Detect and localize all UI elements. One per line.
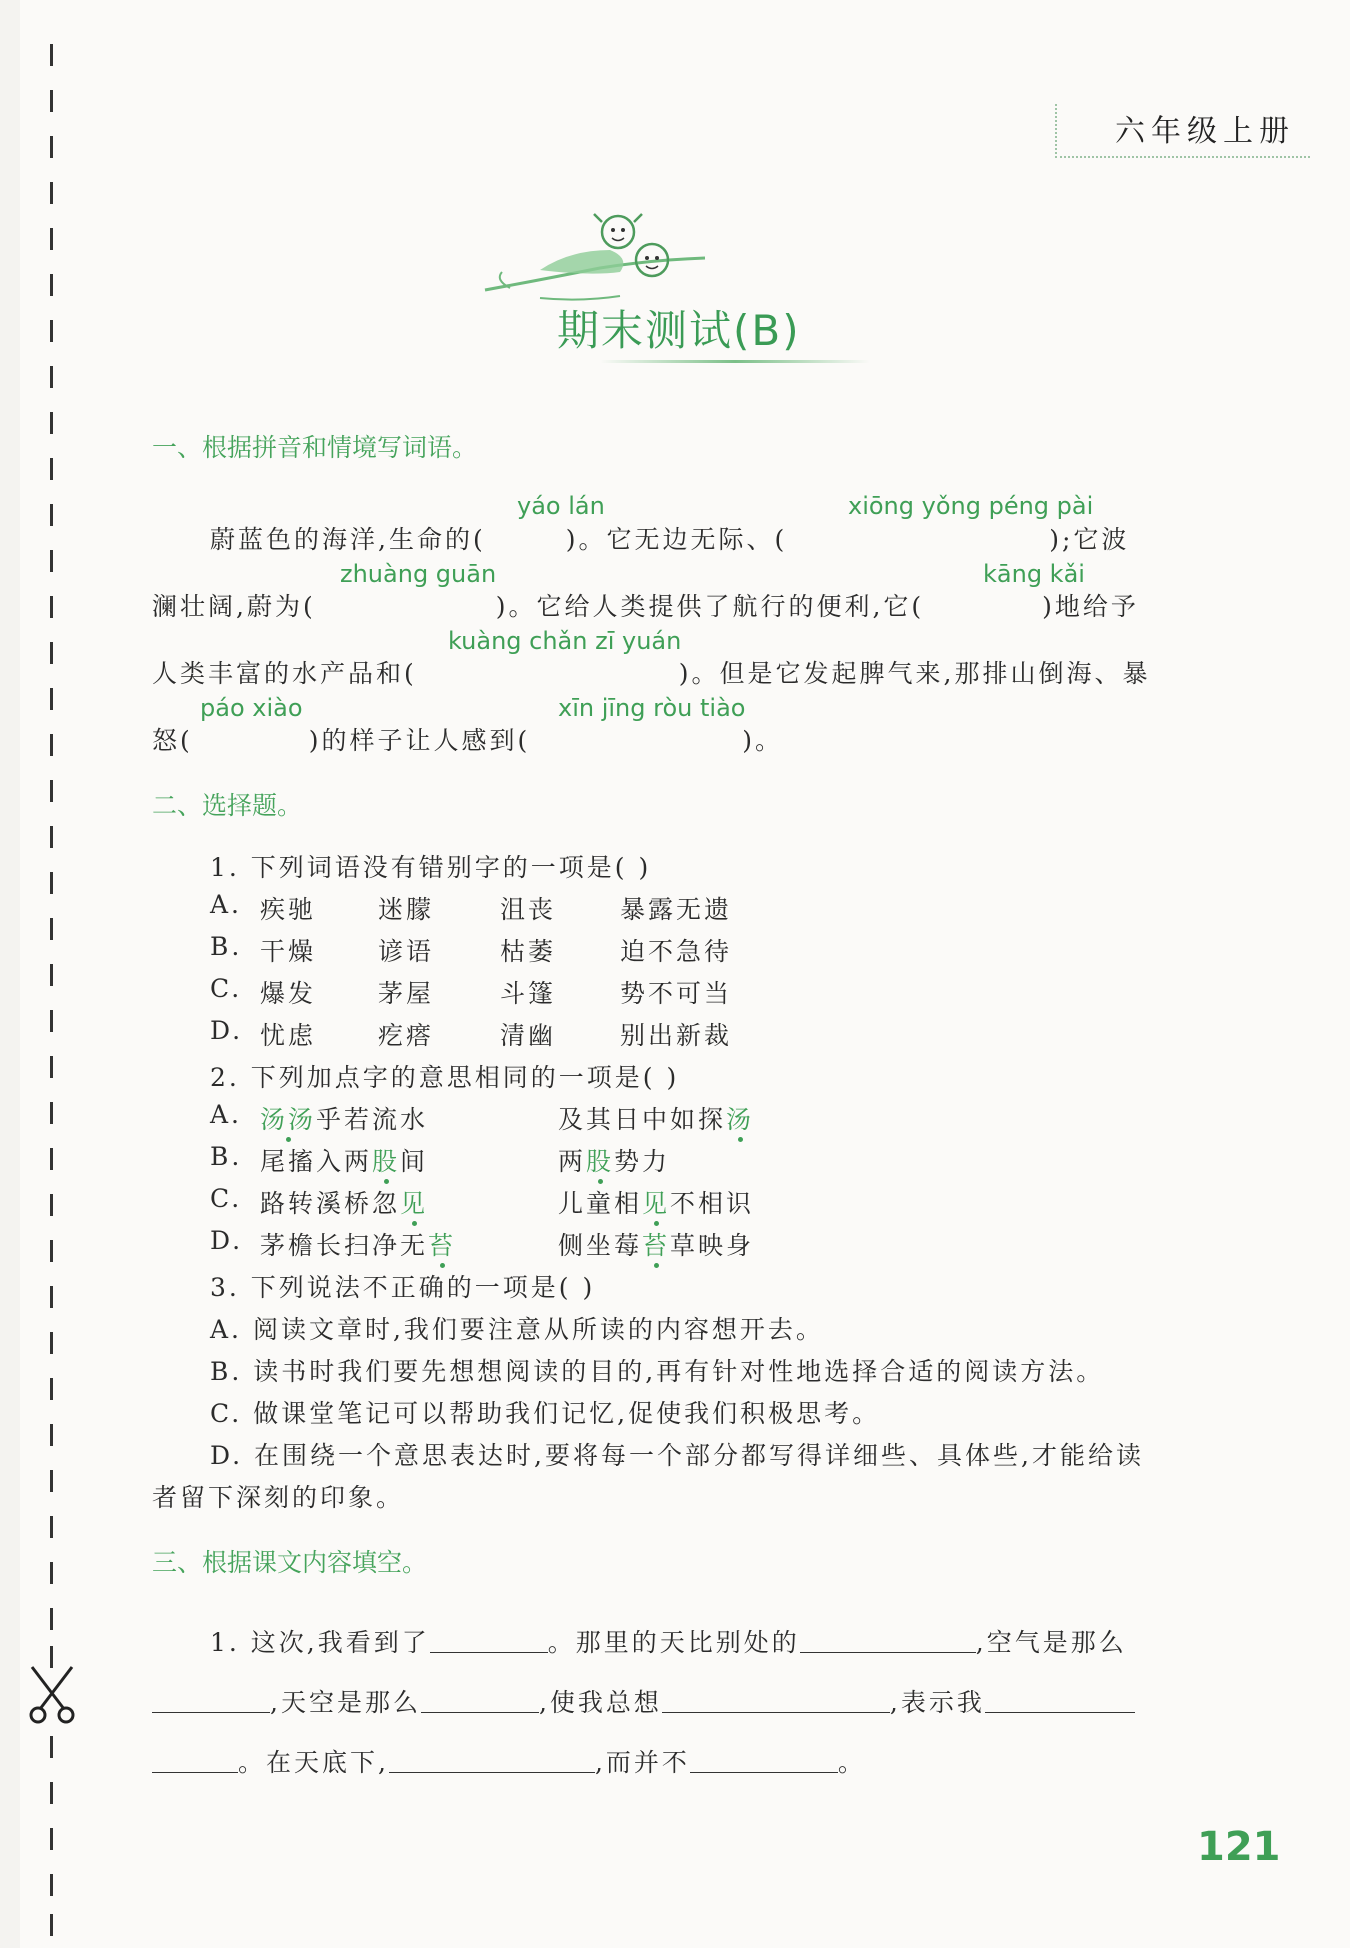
s1-text: )地给予 (1042, 592, 1139, 621)
s1-text: 蔚蓝色的海洋,生命的( (210, 525, 486, 554)
option-label: D. (210, 1226, 244, 1255)
option-word: 清幽 (500, 1021, 557, 1050)
pinyin-paoxiao: páo xiào (200, 694, 303, 722)
option-label: B. (210, 932, 243, 961)
option-left (260, 1226, 456, 1262)
option-text: 乎若流水 (316, 1105, 429, 1134)
s1-text: )。它给人类提供了航行的便利,它( (495, 592, 925, 621)
fill-blank[interactable] (662, 1690, 890, 1713)
option-word: 疙瘩 (378, 1021, 435, 1050)
scissors-icon (26, 1665, 78, 1725)
option-text: 侧坐莓 (558, 1231, 643, 1260)
pinyin-yaolan: yáo lán (517, 492, 605, 520)
option-label: A. (210, 1100, 243, 1129)
fill-blank[interactable] (152, 1690, 270, 1713)
pinyin-kuangchan: kuàng chǎn zī yuán (448, 627, 682, 655)
fill-text: 1. 这次,我看到了 (210, 1628, 430, 1657)
option-right (558, 1184, 754, 1220)
page-title: 期末测试(B) (557, 306, 801, 355)
fill-text: ,使我总想 (538, 1688, 662, 1717)
s1-text: )的样子让人感到( (308, 726, 531, 755)
dotted-char: 见 (642, 1189, 671, 1218)
option-text: 草映身 (670, 1231, 755, 1260)
dotted-char: 苔 (428, 1231, 457, 1260)
title-underline (600, 360, 870, 363)
children-illustration-icon (480, 210, 710, 305)
q3-option-c[interactable]: C. 做课堂笔记可以帮助我们记忆,促使我们积极思考。 (210, 1399, 881, 1428)
fill-text: ,而并不 (594, 1748, 690, 1777)
section-heading-1: 一、根据拼音和情境写词语。 (152, 433, 478, 462)
fill-blank[interactable] (152, 1750, 238, 1773)
fill-blank[interactable] (421, 1690, 539, 1713)
fill-text: ,空气是那么 (975, 1628, 1127, 1657)
fill-text: ,天空是那么 (270, 1688, 421, 1717)
option-label: A. (210, 890, 243, 919)
fill-text: 。 (837, 1748, 866, 1777)
option-word: 枯萎 (500, 937, 557, 966)
option-label: B. (210, 1142, 243, 1171)
option-word: 疾驰 (260, 895, 317, 924)
option-text: 路转溪桥忽 (260, 1189, 401, 1218)
dotted-char: 苔 (642, 1231, 671, 1260)
option-right (558, 1100, 754, 1136)
option-word: 沮丧 (500, 895, 557, 924)
cut-line (50, 0, 54, 1948)
option-word: 暴露无遗 (620, 895, 733, 924)
option-word: 别出新裁 (620, 1021, 733, 1050)
option-label: D. (210, 1016, 244, 1045)
option-text: 不相识 (670, 1189, 755, 1218)
option-label: C. (210, 974, 243, 1003)
option-left (260, 1184, 428, 1220)
option-text: 尾搐入两 (260, 1147, 373, 1176)
option-text: 及其日中如探 (558, 1105, 727, 1134)
fill-blank[interactable] (800, 1630, 976, 1653)
pinyin-xinjing: xīn jīng ròu tiào (558, 694, 746, 722)
option-word: 忧虑 (260, 1021, 317, 1050)
pinyin-xiongyong: xiōng yǒng péng pài (848, 492, 1094, 520)
s1-line-4 (152, 721, 783, 757)
option-text: 茅檐长扫净无 (260, 1231, 429, 1260)
q3-option-d[interactable]: D. 在围绕一个意思表达时,要将每一个部分都写得详细些、具体些,才能给读 (210, 1441, 1144, 1470)
option-right (558, 1226, 754, 1262)
s1-text: 怒( (152, 726, 193, 755)
option-word: 迷朦 (378, 895, 435, 924)
s1-text: )。但是它发起脾气来,那排山倒海、暴 (678, 659, 1151, 688)
section-heading-3: 三、根据课文内容填空。 (152, 1548, 428, 1577)
fill-blank[interactable] (389, 1750, 595, 1773)
q3-option-b[interactable]: B. 读书时我们要先想想阅读的目的,再有针对性地选择合适的阅读方法。 (210, 1357, 1105, 1386)
fill-blank[interactable] (430, 1630, 548, 1653)
dotted-char: 股 (586, 1147, 615, 1176)
option-word: 茅屋 (378, 979, 435, 1008)
fill-text: ,表示我 (889, 1688, 985, 1717)
s1-line-1 (210, 520, 1129, 556)
question-2: 2. 下列加点字的意思相同的一项是( ) (210, 1063, 680, 1092)
option-word: 迫不急待 (620, 937, 733, 966)
option-right (558, 1142, 670, 1178)
s1-text: )。它无边无际、( (565, 525, 788, 554)
s1-text: 澜壮阔,蔚为( (152, 592, 316, 621)
option-text: 势力 (614, 1147, 671, 1176)
option-word: 谚语 (378, 937, 435, 966)
s1-text: )。 (742, 726, 784, 755)
option-word: 斗篷 (500, 979, 557, 1008)
section-heading-2: 二、选择题。 (152, 791, 303, 820)
option-left (260, 1100, 428, 1136)
option-text: 儿童相 (558, 1189, 643, 1218)
s1-text: );它波 (1049, 525, 1130, 554)
s1-text: 人类丰富的水产品和( (152, 659, 417, 688)
dotted-char: 汤 (726, 1105, 755, 1134)
q3-option-a[interactable]: A. 阅读文章时,我们要注意从所读的内容想开去。 (210, 1315, 824, 1344)
option-text: 两 (558, 1147, 587, 1176)
fill-line-1 (210, 1623, 1127, 1659)
option-word: 干燥 (260, 937, 317, 966)
s1-line-3 (152, 654, 1150, 690)
fill-line-2 (152, 1683, 1135, 1719)
q3-option-d-cont: 者留下深刻的印象。 (152, 1483, 405, 1512)
s1-line-2 (152, 587, 1139, 623)
option-left (260, 1142, 428, 1178)
question-1: 1. 下列词语没有错别字的一项是( ) (210, 853, 652, 882)
fill-blank[interactable] (690, 1750, 838, 1773)
pinyin-kangkai: kāng kǎi (983, 560, 1085, 588)
fill-line-3 (152, 1743, 866, 1779)
grade-label: 六年级上册 (1115, 114, 1295, 149)
page-number: 121 (1197, 1824, 1281, 1870)
fill-text: 。那里的天比别处的 (547, 1628, 800, 1657)
dotted-char: 股 (372, 1147, 401, 1176)
fill-text: 。在天底下, (238, 1748, 389, 1777)
fill-blank[interactable] (985, 1690, 1135, 1713)
dotted-char: 汤汤 (260, 1105, 317, 1134)
option-word: 爆发 (260, 979, 317, 1008)
pinyin-zhuangguan: zhuàng guān (340, 560, 497, 588)
dotted-char: 见 (400, 1189, 429, 1218)
option-word: 势不可当 (620, 979, 733, 1008)
option-text: 间 (400, 1147, 429, 1176)
option-label: C. (210, 1184, 243, 1213)
question-3: 3. 下列说法不正确的一项是( ) (210, 1273, 596, 1302)
